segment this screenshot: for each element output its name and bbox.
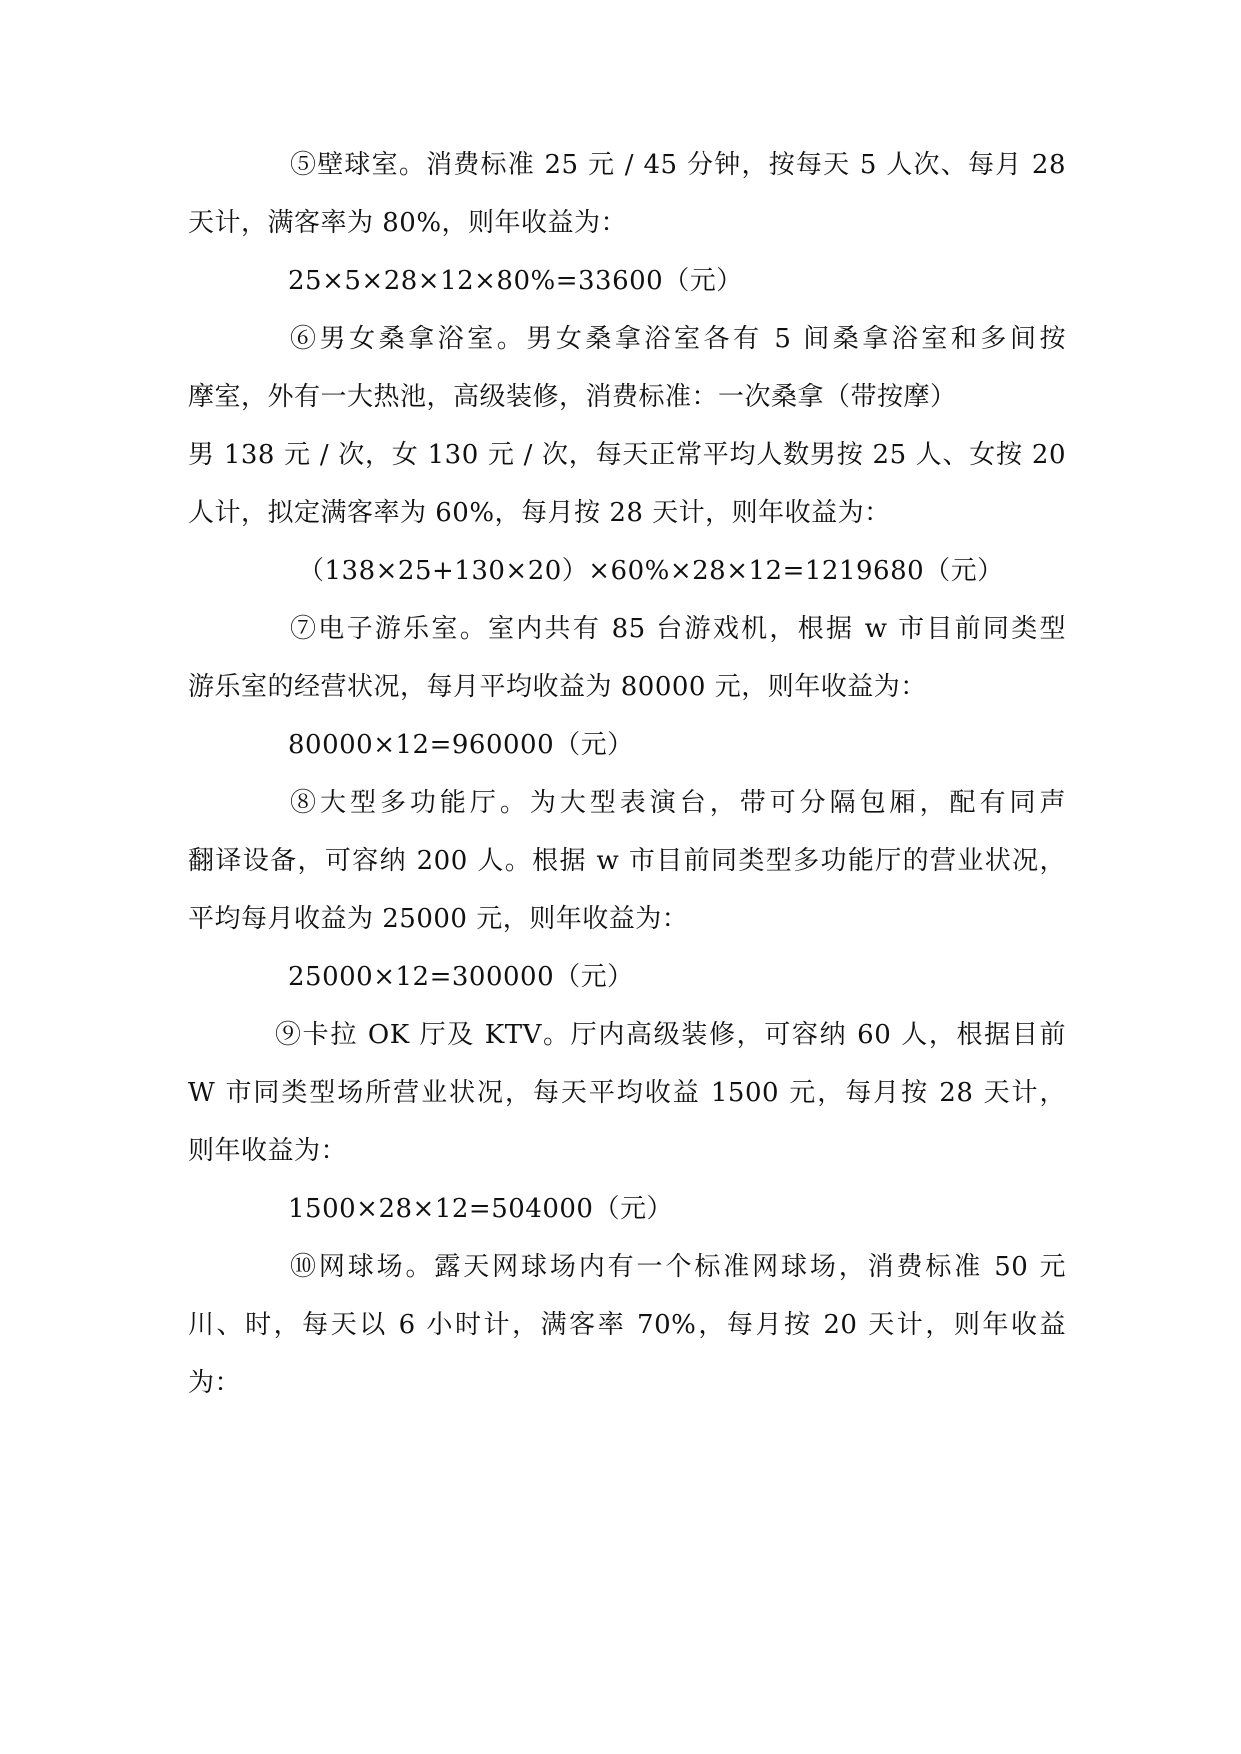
- item-6-sauna-line-3: 男 138 元 / 次，女 130 元 / 次，每天正常平均人数男按 25 人、女按 20: [188, 440, 1066, 470]
- item-9-karaoke-line-1: ⑨卡拉 OK 厅及 KTV。厅内高级装修，可容纳 60 人，根据目前: [275, 1020, 1066, 1050]
- item-10-tennis-line-1: ⑩网球场。露天网球场内有一个标准网球场，消费标准 50 元: [290, 1252, 1066, 1282]
- item-7-arcade-line-2: 游乐室的经营状况，每月平均收益为 80000 元，则年收益为：: [188, 672, 927, 702]
- item-5-squash-line-1: ⑤壁球室。消费标准 25 元 / 45 分钟，按每天 5 人次、每月 28: [290, 150, 1066, 180]
- item-6-sauna-line-4: 人计，拟定满客率为 60%，每月按 28 天计，则年收益为：: [188, 498, 891, 528]
- formula-sauna: （138×25+130×20）×60%×28×12=1219680（元）: [298, 556, 1004, 586]
- item-6-sauna-line-2: 摩室，外有一大热池，高级装修，消费标准：一次桑拿（带按摩）: [188, 382, 957, 412]
- item-8-hall-line-2: 翻译设备，可容纳 200 人。根据 w 市目前同类型多功能厅的营业状况，: [188, 846, 1066, 876]
- item-9-karaoke-line-2: W 市同类型场所营业状况，每天平均收益 1500 元，每月按 28 天计，: [188, 1078, 1066, 1108]
- formula-squash: 25×5×28×12×80%=33600（元）: [288, 266, 743, 296]
- formula-karaoke: 1500×28×12=504000（元）: [288, 1194, 673, 1224]
- formula-hall: 25000×12=300000（元）: [288, 962, 634, 992]
- item-6-sauna-line-1: ⑥男女桑拿浴室。男女桑拿浴室各有 5 间桑拿浴室和多间按: [290, 324, 1066, 354]
- item-8-hall-line-3: 平均每月收益为 25000 元，则年收益为：: [188, 904, 689, 934]
- formula-arcade: 80000×12=960000（元）: [288, 730, 634, 760]
- item-10-tennis-line-2: 川、时，每天以 6 小时计，满客率 70%，每月按 20 天计，则年收益: [188, 1310, 1066, 1340]
- item-5-squash-line-2: 天计，满客率为 80%，则年收益为：: [188, 208, 628, 238]
- item-8-hall-line-1: ⑧大型多功能厅。为大型表演台，带可分隔包厢，配有同声: [290, 788, 1066, 818]
- item-9-karaoke-line-3: 则年收益为：: [188, 1136, 348, 1166]
- item-10-tennis-line-3: 为：: [188, 1368, 242, 1398]
- item-7-arcade-line-1: ⑦电子游乐室。室内共有 85 台游戏机，根据 w 市目前同类型: [290, 614, 1066, 644]
